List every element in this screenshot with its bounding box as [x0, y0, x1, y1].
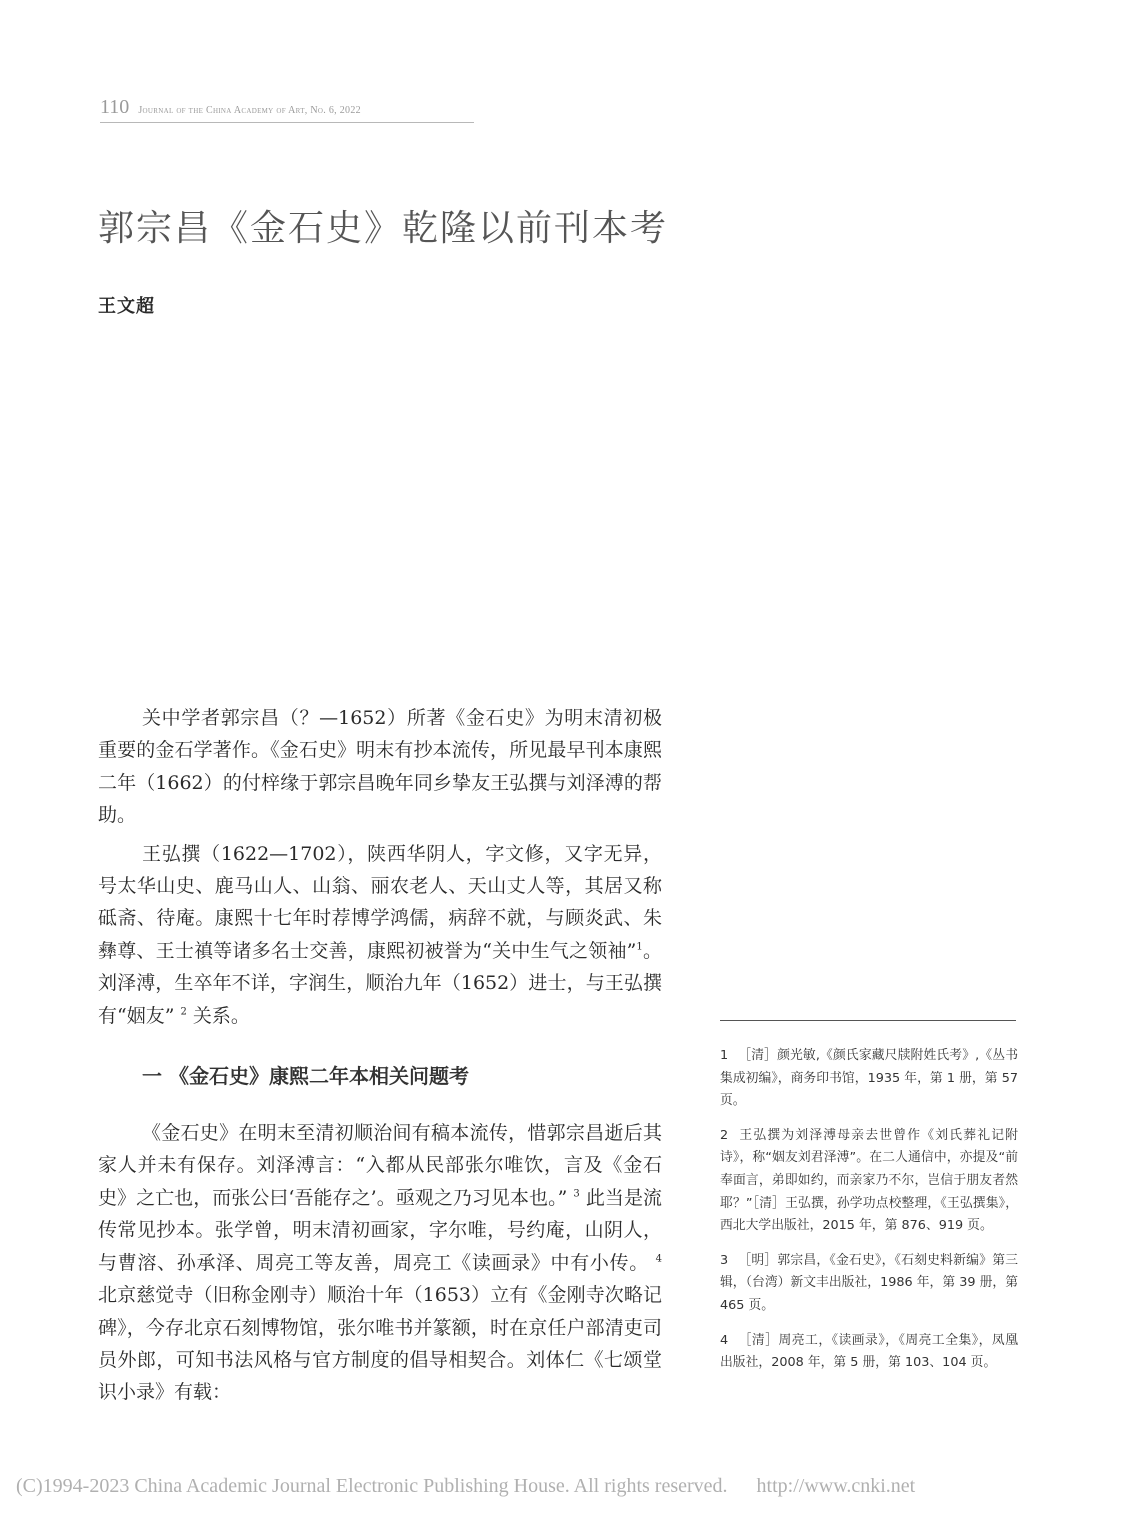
text-run: 王弘撰（1622—1702），陕西华阴人，字文修，又字无异，号太华山史、鹿马山人、山翁、丽农老人、天山丈人等，其居又称砥斋、待庵。康熙十七年时荐博学鸿儒，病辞不就，与顾炎武、朱彝尊、王士禛等诸多名士交善，康熙初被誉为“关中生气之领袖”: [98, 842, 662, 962]
body-paragraph: 关中学者郭宗昌（？—1652）所著《金石史》为明末清初极重要的金石学著作。《金石史》明末有抄本流传，所见最早刊本康熙二年（1662）的付梓缘于郭宗昌晚年同乡挚友王弘撰与刘泽溥的帮助。: [98, 707, 662, 827]
text-run: 。刘泽溥，生卒年不详，字润生，顺治九年（1652）进士，与王弘撰有“姻友”: [98, 939, 662, 1027]
footnote-number: 3: [720, 1252, 729, 1268]
footnote: [720, 1045, 1018, 1113]
main-text: [98, 702, 662, 1409]
footnote-ref[interactable]: 3: [573, 1188, 580, 1200]
footnote-divider: [720, 1020, 1016, 1021]
journal-name: Journal of the China Academy of Art, No. 6, 2022: [138, 105, 361, 116]
text-run: 北京慈觉寺（旧称金刚寺）顺治十年（1653）立有《金刚寺次略记碑》，今存北京石刻博物馆，张尔唯书并篆额，时在京任户部清吏司员外郎，可知书法风格与官方制度的倡导相契合。刘体仁《七颂堂识小录》有载：: [98, 1284, 662, 1404]
footnote: [720, 1125, 1018, 1238]
text-run: 此当是流传常见抄本。张学曾，明末清初画家，字尔唯，号约庵，山阴人，与曹溶、孙承泽、周亮工等友善，周亮工《读画录》中有小传。: [98, 1186, 663, 1274]
copyright-text: (C)1994-2023 China Academic Journal Electronic Publishing House. All rights reserved.: [16, 1475, 728, 1497]
copyright-watermark: [16, 1475, 1116, 1498]
body-paragraph: [98, 838, 662, 1032]
footnote-ref[interactable]: 4: [655, 1253, 662, 1265]
section-heading: 一 《金石史》康熙二年本相关问题考: [142, 1064, 469, 1089]
footnote-ref[interactable]: 2: [180, 1006, 187, 1018]
body-paragraph: [98, 1117, 662, 1409]
footnote-number: 2: [720, 1127, 729, 1143]
footnote-number: 4: [720, 1332, 729, 1348]
text-run: 《金石史》在明末至清初顺治间有稿本流传，惜郭宗昌逝后其家人并未有保存。刘泽溥言：“入都从民部张尔唯饮，言及《金石史》之亡也，而张公曰‘吾能存之’。亟观之乃习见本也。”: [98, 1122, 662, 1209]
footnote: [720, 1330, 1018, 1375]
footnote-ref[interactable]: 1: [636, 941, 643, 953]
page-number: 110: [100, 96, 130, 118]
running-head: [100, 96, 474, 123]
footnotes: [720, 1045, 1018, 1387]
text-run: 关系。: [192, 1004, 250, 1027]
footnote: [720, 1250, 1018, 1318]
article-title: 郭宗昌《金石史》乾隆以前刊本考: [98, 208, 669, 249]
footnote-text: ［清］周亮工，《读画录》，《周亮工全集》，凤凰出版社，2008 年，第 5 册，第 103、104 页。: [720, 1332, 1018, 1371]
footnote-text: 王弘撰为刘泽溥母亲去世曾作《刘氏葬礼记附诗》，称“姻友刘君泽溥”。在二人通信中，亦提及“前奉面言，弟即如约，而亲家乃不尔，岂信于朋友者然耶？”［清］王弘撰，孙学功点校整理，《王弘撰集》，西北大学出版社，2015 年，第 876、919 页。: [720, 1127, 1018, 1234]
publisher-url[interactable]: http://www.cnki.net: [756, 1475, 916, 1497]
footnote-number: 1: [720, 1048, 729, 1063]
footnote-text: ［明］郭宗昌，《金石史》，《石刻史料新编》第三辑，（台湾）新文丰出版社，1986 年，第 39 册，第 465 页。: [720, 1252, 1018, 1313]
footnote-text: ［清］颜光敏,《颜氏家藏尺牍附姓氏考》,《丛书集成初编》，商务印书馆，1935 年，第 1 册，第 57 页。: [720, 1048, 1018, 1109]
article-author: 王文超: [98, 296, 155, 317]
